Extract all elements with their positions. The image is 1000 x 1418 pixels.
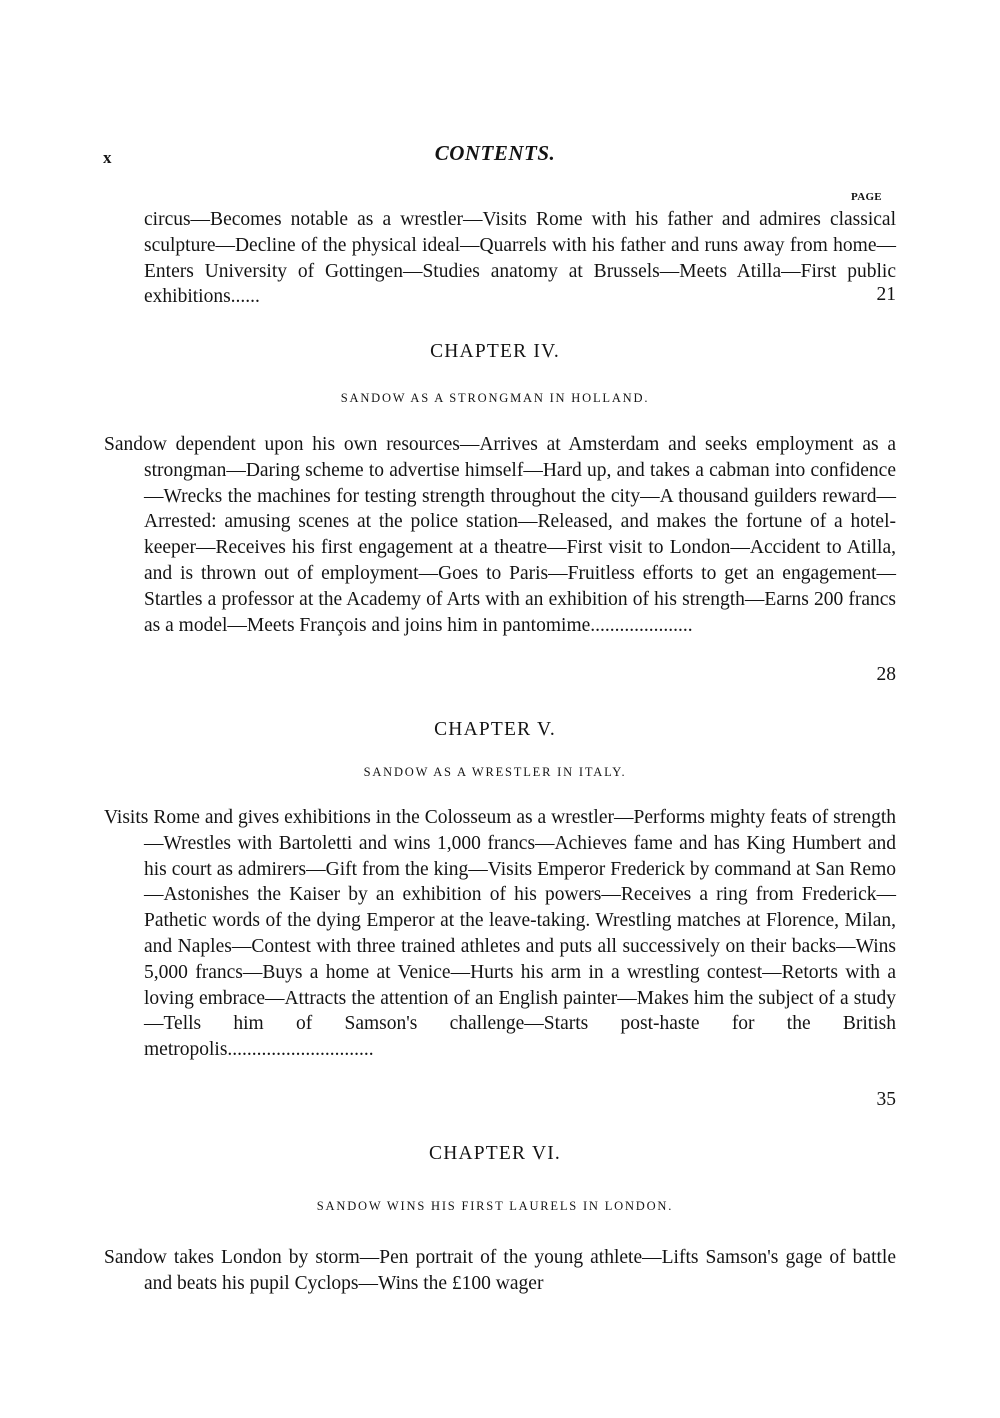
chapter-heading: CHAPTER VI. [428,1143,562,1164]
chapter-page-number: 35 [876,1089,896,1110]
chapter-subtitle: SANDOW AS A WRESTLER IN ITALY. [363,765,627,779]
chapter-summary: Visits Rome and gives exhibitions in the Colosseum as a wrestler—Performs mighty feats of strength—Wrestles with Bartoletti and wins 1,000 francs—Achieves fame and has King Humbert and his court as admirers—Gift from the king—Visits Emperor Frederick by command at San Remo—Astonishes the Kaiser by an exhibition of his powers—Receives a ring from Frederick—Pathetic words of the dying Emperor at the leave-taking. Wrestling matches at Florence, Milan, and Naples—Contest with three trained athletes and puts all successively on their backs—Wins 5,000 francs—Buys a home at Venice—Hurts his arm in a wrestling contest—Retorts with a loving embrace—Attracts the attention of an English painter—Makes him the subject of a study—Tells him of Samson's challenge—Starts post-haste for the British metropolis.............................. [104,807,896,1061]
chapter-subtitle: SANDOW WINS HIS FIRST LAURELS IN LONDON. [316,1199,674,1213]
chapter-heading: CHAPTER IV. [430,341,560,362]
chapter-page-number: 28 [876,664,896,685]
chapter-subtitle: SANDOW AS A STRONGMAN IN HOLLAND. [340,391,650,405]
chapter-summary: Sandow takes London by storm—Pen portrait of the young athlete—Lifts Samson's gage of battle and beats his pupil Cyclops—Wins the £100 wager [104,1247,896,1294]
page-column-label: PAGE [851,191,882,203]
chapter-summary: Sandow dependent upon his own resources—Arrives at Amsterdam and seeks employment as a strongman—Daring scheme to advertise himself—Hard up, and takes a cabman into confidence—Wrecks the machines for testing strength throughout the city—A thousand guilders reward—Arrested: amusing scenes at the police station—Released, and makes the fortune of a hotel-keeper—Receives his first engagement at a theatre—First visit to London—Accident to Atilla, and is thrown out of employment—Goes to Paris—Fruitless efforts to get an engagement—Startles a professor at the Academy of Arts with an exhibition of his strength—Earns 200 francs as a model—Meets François and joins him in pantomime..................... [104,434,896,636]
continuation-entry: circus—Becomes notable as a wrestler—Visits Rome with his father and admires classical sculpture—Decline of the physical ideal—Quarrels with his father and runs away from home—Enters University of Gottingen—Studies anatomy at Brussels—Meets Atilla—First public exhibitions...... [144,209,896,308]
running-title: CONTENTS. [434,141,556,165]
continuation-page-number: 21 [876,284,896,305]
chapter-heading: CHAPTER V. [434,719,556,740]
page-number: x [103,148,112,167]
